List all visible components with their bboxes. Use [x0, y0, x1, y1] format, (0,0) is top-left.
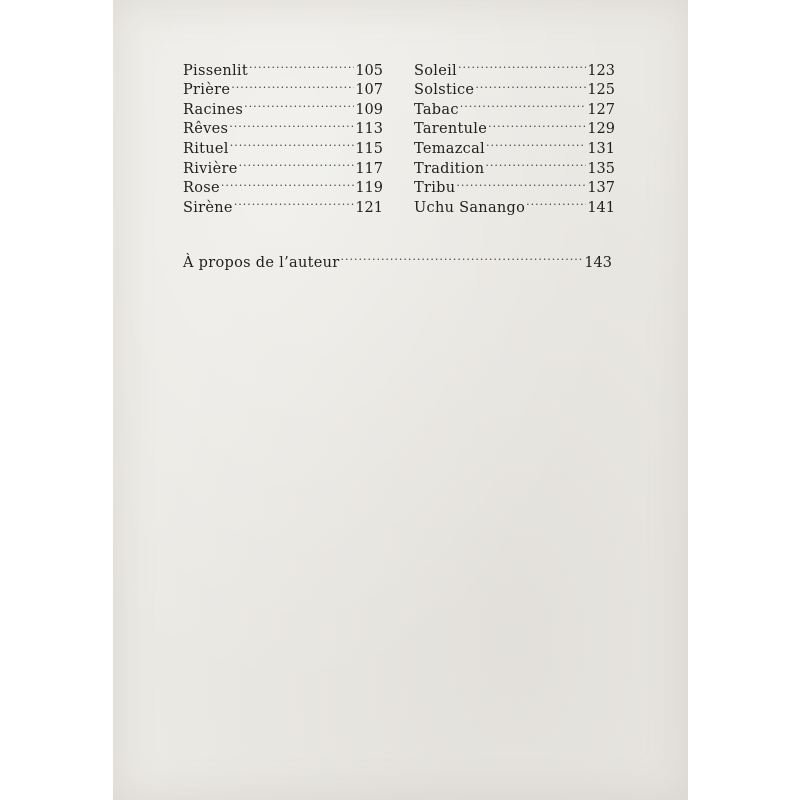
- toc-entry-page: 143: [584, 254, 612, 271]
- toc-entry-title: À propos de l’auteur: [183, 254, 340, 271]
- toc-leader-dots: [230, 133, 355, 153]
- toc-leader-dots: [460, 94, 587, 114]
- toc-leader-dots: [231, 75, 354, 95]
- toc-entry-title: Uchu Sanango: [414, 199, 526, 216]
- toc-entry-page: 127: [587, 101, 615, 118]
- toc-entry-page: 135: [587, 160, 615, 177]
- toc-entry-page: 131: [587, 140, 615, 157]
- toc-entry-title: Temazcal: [414, 140, 485, 157]
- toc-entry-title: Rituel: [183, 140, 229, 157]
- toc-entry-page: 107: [355, 82, 383, 99]
- toc-entry-title: Tarentule: [414, 121, 488, 138]
- toc-entry-page: 141: [587, 199, 615, 216]
- toc-entry-title: Tradition: [414, 160, 485, 177]
- toc-leader-dots: [485, 153, 586, 173]
- toc-leader-dots: [234, 192, 355, 212]
- toc-entry: [183, 55, 383, 79]
- toc-entry-page: 105: [355, 62, 383, 79]
- toc-leader-dots: [340, 247, 583, 267]
- toc-entry-page: 137: [587, 180, 615, 197]
- toc-entry: [414, 55, 615, 79]
- toc-entry-title: Rose: [183, 180, 220, 197]
- toc-entry-title: Prière: [183, 82, 231, 99]
- toc-entry-page: 125: [587, 82, 615, 99]
- toc-entry-page: 113: [355, 121, 383, 138]
- toc-entry-title: Soleil: [414, 62, 457, 79]
- toc-leader-dots: [221, 173, 354, 193]
- toc-leader-dots: [488, 114, 586, 134]
- toc-entry-title: Tabac: [414, 101, 459, 118]
- toc-column-right: [414, 55, 615, 216]
- toc-entry-page: 121: [355, 199, 383, 216]
- toc-about-author: [183, 247, 612, 271]
- toc-entry-title: Racines: [183, 101, 244, 118]
- toc-entry-page: 109: [355, 101, 383, 118]
- toc-leader-dots: [244, 94, 354, 114]
- toc-entry-page: 117: [355, 160, 383, 177]
- toc-leader-dots: [249, 55, 354, 75]
- toc-entry-page: 123: [587, 62, 615, 79]
- toc-entry-title: Sirène: [183, 199, 233, 216]
- toc-entry-title: Solstice: [414, 82, 475, 99]
- toc-leader-dots: [239, 153, 355, 173]
- toc-leader-dots: [526, 192, 586, 212]
- toc-entry-title: Pissenlit: [183, 62, 248, 79]
- toc-leader-dots: [229, 114, 354, 134]
- toc-entry-page: 119: [355, 180, 383, 197]
- toc-leader-dots: [456, 173, 586, 193]
- toc-leader-dots: [458, 55, 586, 75]
- toc-leader-dots: [475, 75, 586, 95]
- toc-entry-page: 115: [355, 140, 383, 157]
- toc-entry-title: Rêves: [183, 121, 229, 138]
- toc-leader-dots: [486, 133, 586, 153]
- toc-entry-title: Rivière: [183, 160, 238, 177]
- toc-entry: [183, 247, 612, 271]
- toc-entry-page: 129: [587, 121, 615, 138]
- toc-entry-title: Tribu: [414, 180, 456, 197]
- book-page: [113, 0, 688, 800]
- toc-column-left: [183, 55, 383, 216]
